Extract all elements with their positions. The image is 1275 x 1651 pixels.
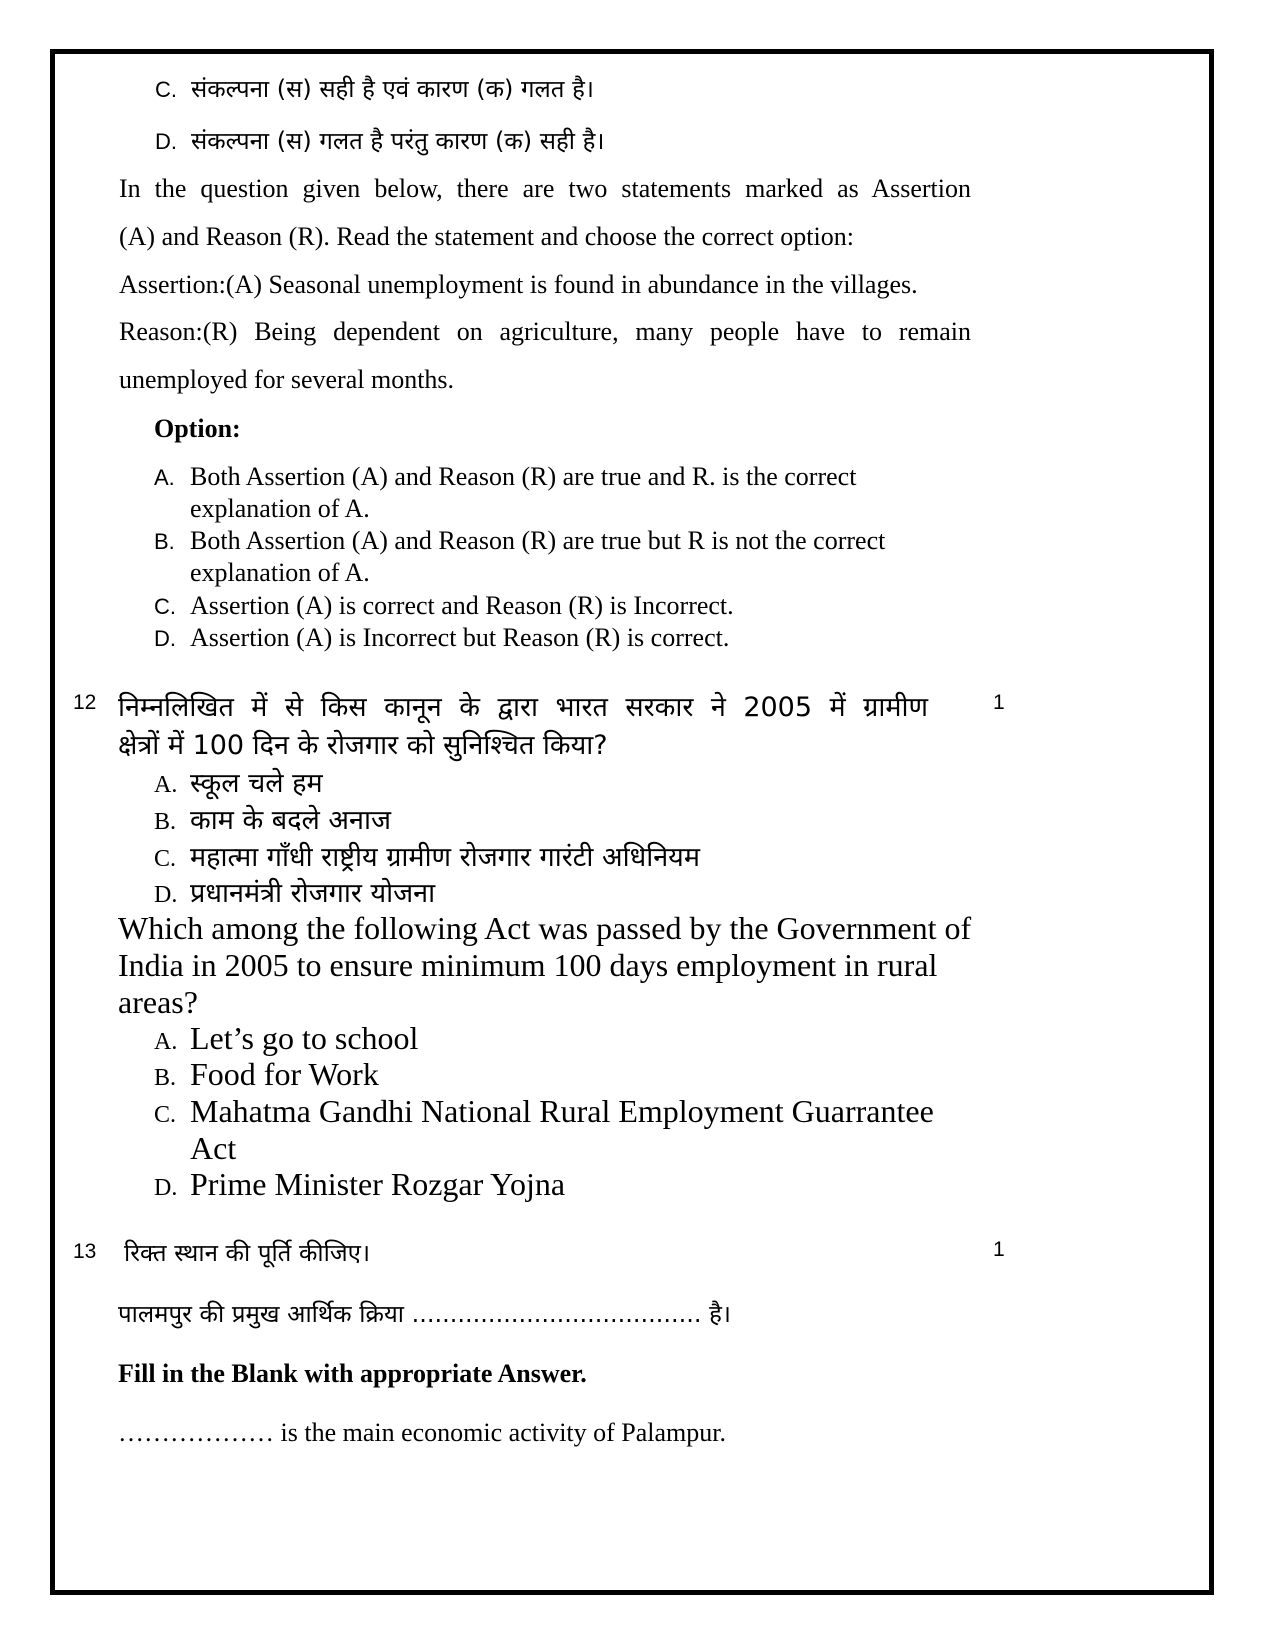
- q12-english-option-c-cont: Act: [190, 1130, 237, 1166]
- question-number-12: 12: [73, 691, 97, 714]
- assertion-statement: Assertion:(A) Seasonal unemployment is found in abundance in the villages.: [119, 270, 918, 299]
- option-label: C.: [154, 594, 176, 619]
- option-label: B.: [154, 809, 177, 835]
- q12-hindi-option-a: [154, 763, 323, 800]
- ar-option-b: [154, 526, 885, 556]
- option-label: C.: [155, 77, 177, 102]
- prev-option-c: [155, 72, 594, 105]
- option-label: D.: [154, 1175, 178, 1201]
- ar-option-c: [154, 591, 734, 621]
- ar-option-a: [154, 462, 856, 492]
- option-text: Mahatma Gandhi National Rural Employment Guarrantee: [190, 1093, 934, 1129]
- option-label: D.: [154, 626, 176, 651]
- option-text: Prime Minister Rozgar Yojna: [190, 1166, 566, 1202]
- q13-english-sentence: ……………… is the main economic activity of Palampur.: [118, 1418, 727, 1447]
- prev-option-d: [155, 124, 604, 157]
- option-label: A.: [154, 1029, 178, 1055]
- option-text: संकल्पना (स) गलत है परंतु कारण (क) सही है।: [191, 127, 605, 155]
- option-heading: Option:: [154, 414, 241, 443]
- q13-hindi-title: रिक्त स्थान की पूर्ति कीजिए।: [124, 1239, 371, 1267]
- q12-english-option-b: [154, 1056, 379, 1093]
- option-label: B.: [154, 1065, 177, 1091]
- q12-english-option-d: [154, 1166, 565, 1203]
- option-text: स्कूल चले हम: [190, 768, 323, 799]
- q12-english-option-a: [154, 1020, 418, 1057]
- option-text: Let’s go to school: [190, 1020, 419, 1056]
- q12-english-option-c: [154, 1093, 934, 1130]
- marks-q13: 1: [993, 1238, 1005, 1261]
- option-label: C.: [154, 1102, 177, 1128]
- q12-english-line1: Which among the following Act was passed by the Government of: [118, 910, 972, 946]
- q12-english-line3: areas?: [118, 984, 198, 1020]
- option-label: A.: [154, 772, 178, 798]
- q12-hindi-line1: निम्नलिखित में से किस कानून के द्वारा भारत सरकार ने 2005 में ग्रामीण: [118, 692, 928, 723]
- reason-line2: unemployed for several months.: [119, 365, 455, 394]
- option-label: D.: [155, 129, 177, 154]
- option-text: Both Assertion (A) and Reason (R) are true and R. is the correct: [190, 462, 857, 491]
- ar-intro-line2: (A) and Reason (R). Read the statement and choose the correct option:: [119, 222, 854, 251]
- option-label: C.: [154, 846, 177, 872]
- q12-hindi-option-c: [154, 837, 700, 874]
- q13-hindi-sentence: पालमपुर की प्रमुख आर्थिक क्रिया ...................................... है।: [118, 1300, 732, 1328]
- q12-hindi-option-d: [154, 873, 435, 910]
- option-label: A.: [154, 465, 175, 490]
- option-text: Both Assertion (A) and Reason (R) are true but R is not the correct: [190, 526, 886, 555]
- ar-option-d: [154, 623, 729, 653]
- option-text: Assertion (A) is Incorrect but Reason (R) is correct.: [190, 623, 730, 652]
- question-number-13: 13: [73, 1240, 97, 1263]
- option-text: काम के बदले अनाज: [190, 805, 392, 836]
- reason-line1: Reason:(R) Being dependent on agriculture, many people have to remain: [119, 317, 971, 346]
- marks-q12: 1: [993, 691, 1005, 714]
- option-label: B.: [154, 529, 175, 554]
- option-text: महात्मा गाँधी राष्ट्रीय ग्रामीण रोजगार गारंटी अधिनियम: [190, 842, 700, 873]
- option-text: संकल्पना (स) सही है एवं कारण (क) गलत है।: [191, 75, 594, 103]
- option-text: प्रधानमंत्री रोजगार योजना: [190, 878, 436, 909]
- option-text: Assertion (A) is correct and Reason (R) is Incorrect.: [190, 591, 734, 620]
- q13-english-title: Fill in the Blank with appropriate Answer.: [118, 1359, 587, 1388]
- option-label: D.: [154, 882, 178, 908]
- q12-english-line2: India in 2005 to ensure minimum 100 days employment in rural: [118, 947, 938, 983]
- q12-hindi-line2: क्षेत्रों में 100 दिन के रोजगार को सुनिश्चित किया?: [118, 730, 608, 761]
- ar-option-a-cont: explanation of A.: [190, 494, 370, 523]
- option-text: Food for Work: [190, 1056, 379, 1092]
- ar-intro-line1: In the question given below, there are two statements marked as Assertion: [119, 174, 971, 203]
- ar-option-b-cont: explanation of A.: [190, 558, 370, 587]
- q12-hindi-option-b: [154, 800, 391, 837]
